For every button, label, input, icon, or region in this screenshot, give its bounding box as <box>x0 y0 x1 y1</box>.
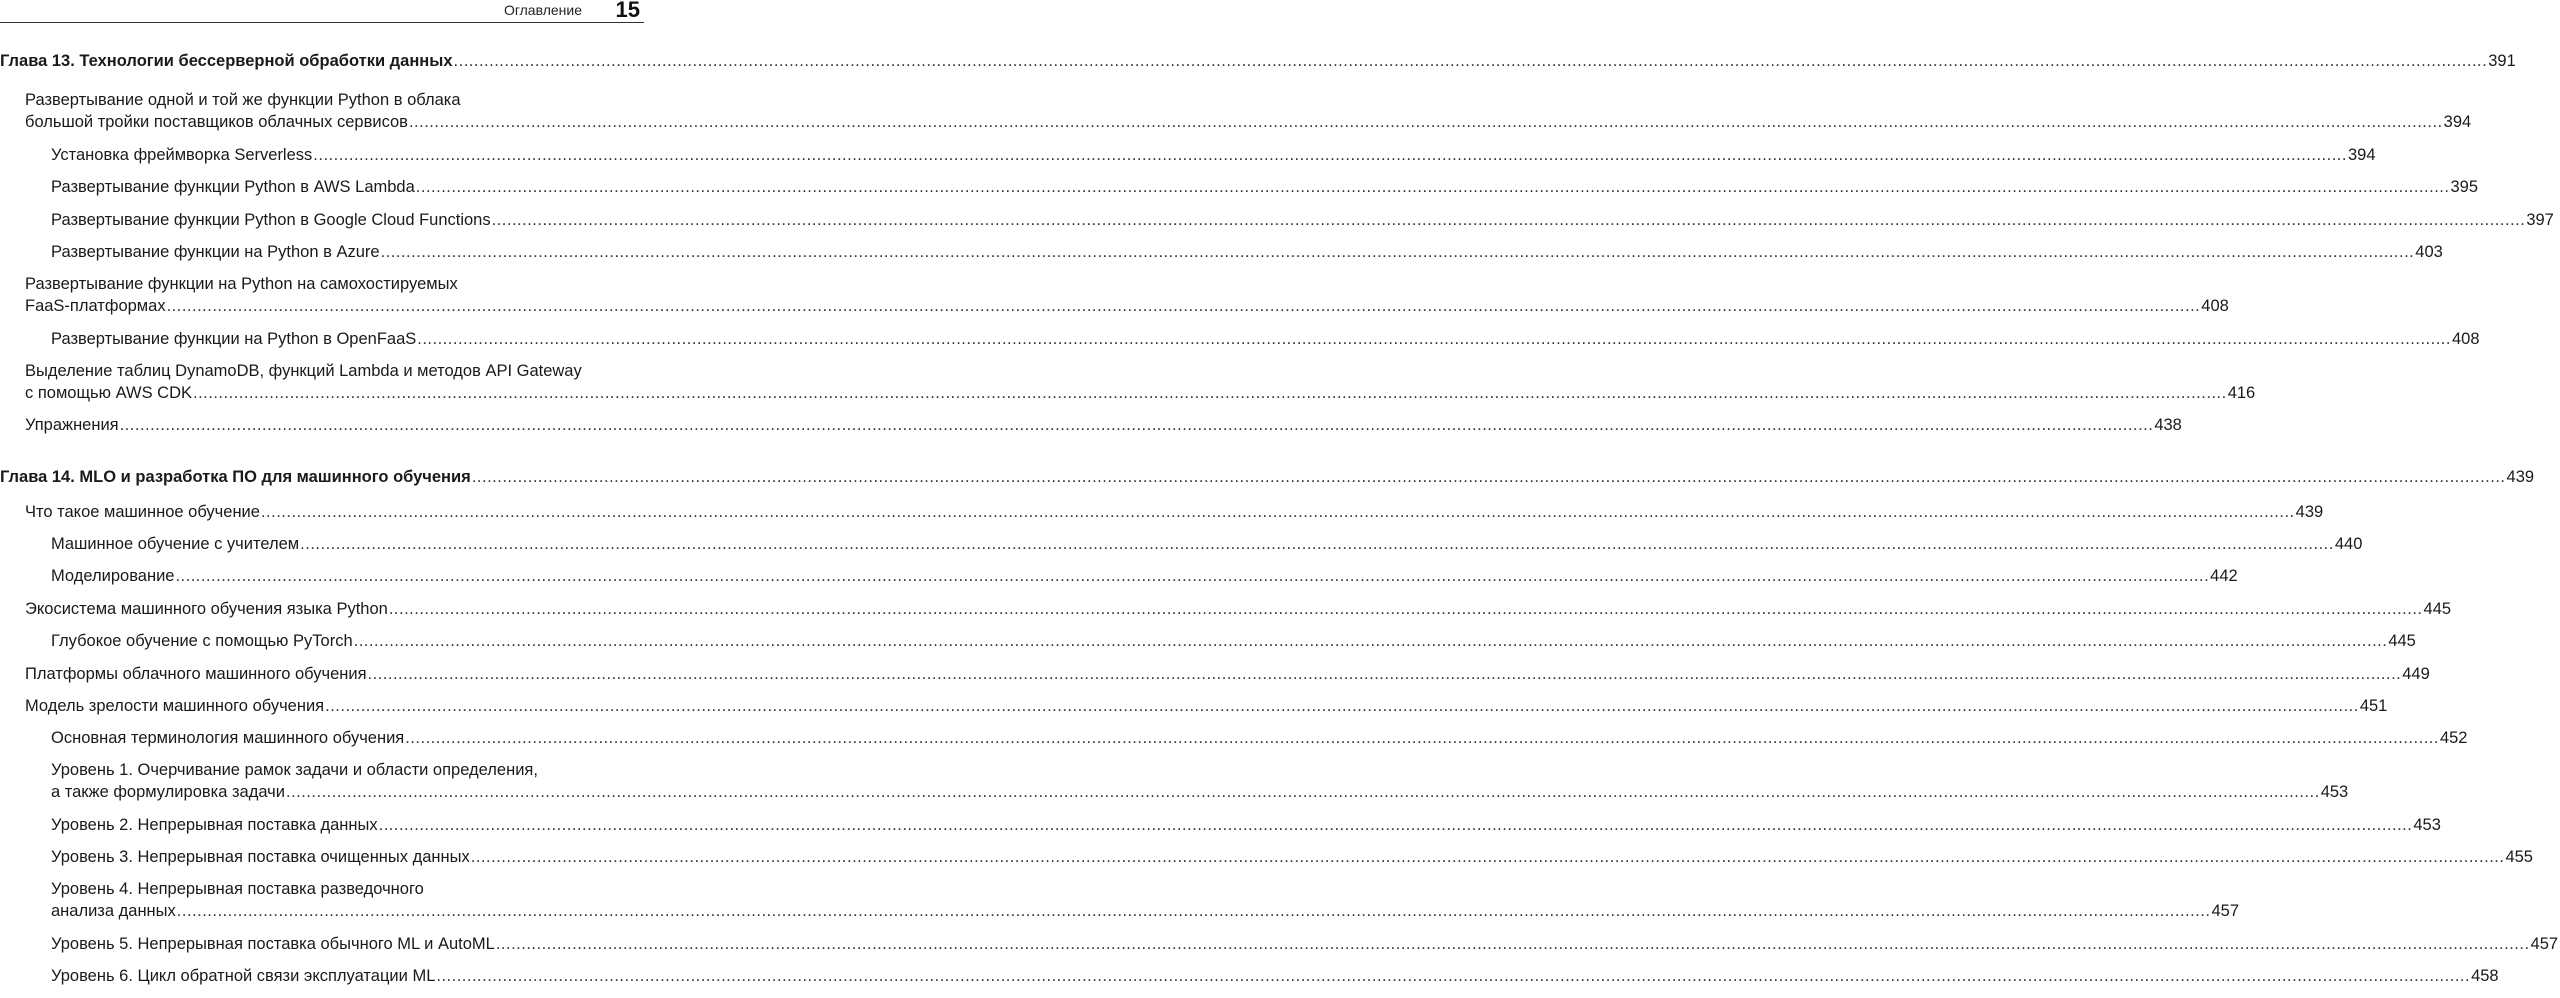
running-header <box>0 0 644 23</box>
toc-page-number: 453 <box>2320 783 2349 801</box>
toc-entry-title: анализа данных <box>51 902 176 920</box>
toc-entry[interactable] <box>0 414 2182 436</box>
toc-entry-title: Развертывание функции Python в AWS Lambda <box>51 178 415 196</box>
toc-entry[interactable] <box>0 89 2472 133</box>
dot-leader: ................................................................................................................................................................................................................................................................................................................................................................................................................ <box>453 52 2488 70</box>
toc-entry-title: Машинное обучение с учителем <box>51 535 300 553</box>
toc-entry-title: Экосистема машинного обучения языка Python <box>25 600 388 618</box>
toc-page-number: 442 <box>2210 567 2238 585</box>
toc-entry[interactable] <box>0 933 2559 955</box>
toc-entry-title-line: Уровень 1. Очерчивание рамок задачи и области определения, <box>51 761 538 779</box>
toc-page-number: 449 <box>2402 665 2430 683</box>
toc-entry-title-line: Развертывание функции на Python на самохостируемых <box>25 275 458 293</box>
toc-entry-title: большой тройки поставщиков облачных сервисов <box>25 113 408 131</box>
toc-page-number: 445 <box>2423 600 2452 618</box>
dot-leader: ................................................................................................................................................................................................................................................................................................................................................................................................................ <box>353 632 2388 650</box>
toc-entry[interactable] <box>0 727 2468 749</box>
toc-entry-title: Развертывание функции на Python в Azure <box>51 243 380 261</box>
toc-page-number: 457 <box>2211 902 2240 920</box>
toc-page-number: 440 <box>2334 535 2363 553</box>
dot-leader: ................................................................................................................................................................................................................................................................................................................................................................................................................ <box>300 535 2334 553</box>
toc-page-number: 403 <box>2415 243 2443 261</box>
dot-leader: ................................................................................................................................................................................................................................................................................................................................................................................................................ <box>193 384 2227 402</box>
dot-leader: ................................................................................................................................................................................................................................................................................................................................................................................................................ <box>367 665 2402 683</box>
dot-leader: ................................................................................................................................................................................................................................................................................................................................................................................................................ <box>176 902 2211 920</box>
dot-leader: ................................................................................................................................................................................................................................................................................................................................................................................................................ <box>471 468 2506 486</box>
running-header-title: Оглавление <box>503 2 582 18</box>
toc-page-number: 416 <box>2227 384 2256 402</box>
page-number: 15 <box>615 0 640 22</box>
dot-leader: ................................................................................................................................................................................................................................................................................................................................................................................................................ <box>119 416 2154 434</box>
toc-entry-title: Установка фреймворка Serverless <box>51 146 313 164</box>
toc-entry[interactable] <box>0 209 2554 231</box>
toc-entry-title: Уровень 6. Цикл обратной связи эксплуатации ML <box>51 967 436 985</box>
toc-entry-title: а также формулировка задачи <box>51 783 285 801</box>
toc-entry-title: Модель зрелости машинного обучения <box>25 697 325 715</box>
toc-page-number: 445 <box>2388 632 2416 650</box>
toc-entry[interactable] <box>0 695 2388 717</box>
dot-leader: ................................................................................................................................................................................................................................................................................................................................................................................................................ <box>470 848 2505 866</box>
toc-entry-title: Моделирование <box>51 567 175 585</box>
dot-leader: ................................................................................................................................................................................................................................................................................................................................................................................................................ <box>491 211 2526 229</box>
toc-entry-title-line: Выделение таблиц DynamoDB, функций Lambda и методов API Gateway <box>25 362 582 380</box>
toc-entry-title: Развертывание функции Python в Google Cloud Functions <box>51 211 491 229</box>
toc-entry-title: FaaS-платформах <box>25 297 166 315</box>
toc-entry[interactable] <box>0 533 2363 555</box>
dot-leader: ................................................................................................................................................................................................................................................................................................................................................................................................................ <box>388 600 2423 618</box>
toc-page-number: 408 <box>2451 330 2480 348</box>
toc-entry-title-line: Развертывание одной и той же функции Python в облака <box>25 91 461 109</box>
toc-entry-title: Основная терминология машинного обучения <box>51 729 405 747</box>
toc-entry[interactable] <box>0 759 2349 803</box>
toc-page-number: 394 <box>2443 113 2472 131</box>
toc-entry-title: Уровень 5. Непрерывная поставка обычного ML и AutoML <box>51 935 495 953</box>
toc-entry[interactable] <box>0 328 2480 350</box>
dot-leader: ................................................................................................................................................................................................................................................................................................................................................................................................................ <box>415 178 2450 196</box>
toc-page-number: 391 <box>2488 52 2516 70</box>
toc-page-number: 455 <box>2505 848 2533 866</box>
toc-chapter-entry[interactable] <box>0 50 2516 72</box>
toc-entry[interactable] <box>0 241 2443 263</box>
toc-page-number: 439 <box>2295 503 2324 521</box>
toc-page-number: 458 <box>2471 967 2499 985</box>
toc-entry-title-line: Уровень 4. Непрерывная поставка разведочного <box>51 880 424 898</box>
dot-leader: ................................................................................................................................................................................................................................................................................................................................................................................................................ <box>378 816 2413 834</box>
toc-entry-title: Уровень 2. Непрерывная поставка данных <box>51 816 378 834</box>
toc-page-number: 395 <box>2450 178 2479 196</box>
toc-entry[interactable] <box>0 814 2441 836</box>
toc-entry[interactable] <box>0 965 2499 987</box>
dot-leader: ................................................................................................................................................................................................................................................................................................................................................................................................................ <box>313 146 2347 164</box>
toc-entry-title: Глава 13. Технологии бессерверной обработки данных <box>0 52 453 70</box>
toc-chapter-entry[interactable] <box>0 466 2535 488</box>
toc-page-number: 397 <box>2526 211 2554 229</box>
toc-page-number: 457 <box>2530 935 2559 953</box>
toc-entry[interactable] <box>0 565 2238 587</box>
toc-entry-title: Платформы облачного машинного обучения <box>25 665 367 683</box>
toc-page-number: 408 <box>2201 297 2229 315</box>
toc-entry-title: Глава 14. MLO и разработка ПО для машинного обучения <box>0 468 471 486</box>
toc-page-number: 439 <box>2506 468 2535 486</box>
toc-entry-title: Уровень 3. Непрерывная поставка очищенных данных <box>51 848 470 866</box>
toc-page-number: 452 <box>2439 729 2468 747</box>
dot-leader: ................................................................................................................................................................................................................................................................................................................................................................................................................ <box>436 967 2471 985</box>
toc-page-number: 394 <box>2347 146 2376 164</box>
toc-entry[interactable] <box>0 878 2240 922</box>
toc-entry[interactable] <box>0 501 2324 523</box>
dot-leader: ................................................................................................................................................................................................................................................................................................................................................................................................................ <box>285 783 2320 801</box>
toc-entry[interactable] <box>0 630 2416 652</box>
toc-entry-title: Развертывание функции на Python в OpenFaaS <box>51 330 417 348</box>
toc-page-number: 453 <box>2413 816 2441 834</box>
toc-entry[interactable] <box>0 846 2533 868</box>
dot-leader: ................................................................................................................................................................................................................................................................................................................................................................................................................ <box>405 729 2439 747</box>
toc-page-number: 451 <box>2359 697 2388 715</box>
toc-entry-title: Глубокое обучение с помощью PyTorch <box>51 632 353 650</box>
toc-entry[interactable] <box>0 144 2376 166</box>
dot-leader: ................................................................................................................................................................................................................................................................................................................................................................................................................ <box>175 567 2210 585</box>
dot-leader: ................................................................................................................................................................................................................................................................................................................................................................................................................ <box>325 697 2359 715</box>
toc-entry[interactable] <box>0 273 2229 317</box>
toc-entry-title: Что такое машинное обучение <box>25 503 260 521</box>
toc-entry-title: с помощью AWS CDK <box>25 384 192 402</box>
dot-leader: ................................................................................................................................................................................................................................................................................................................................................................................................................ <box>417 330 2451 348</box>
dot-leader: ................................................................................................................................................................................................................................................................................................................................................................................................................ <box>408 113 2443 131</box>
dot-leader: ................................................................................................................................................................................................................................................................................................................................................................................................................ <box>495 935 2530 953</box>
toc-page-number: 438 <box>2154 416 2182 434</box>
toc-entry[interactable] <box>0 663 2430 685</box>
toc-entry[interactable] <box>0 176 2479 198</box>
toc-entry[interactable] <box>0 598 2452 620</box>
dot-leader: ................................................................................................................................................................................................................................................................................................................................................................................................................ <box>166 297 2201 315</box>
dot-leader: ................................................................................................................................................................................................................................................................................................................................................................................................................ <box>260 503 2295 521</box>
dot-leader: ................................................................................................................................................................................................................................................................................................................................................................................................................ <box>380 243 2415 261</box>
toc-entry[interactable] <box>0 360 2256 404</box>
toc-entry-title: Упражнения <box>25 416 119 434</box>
